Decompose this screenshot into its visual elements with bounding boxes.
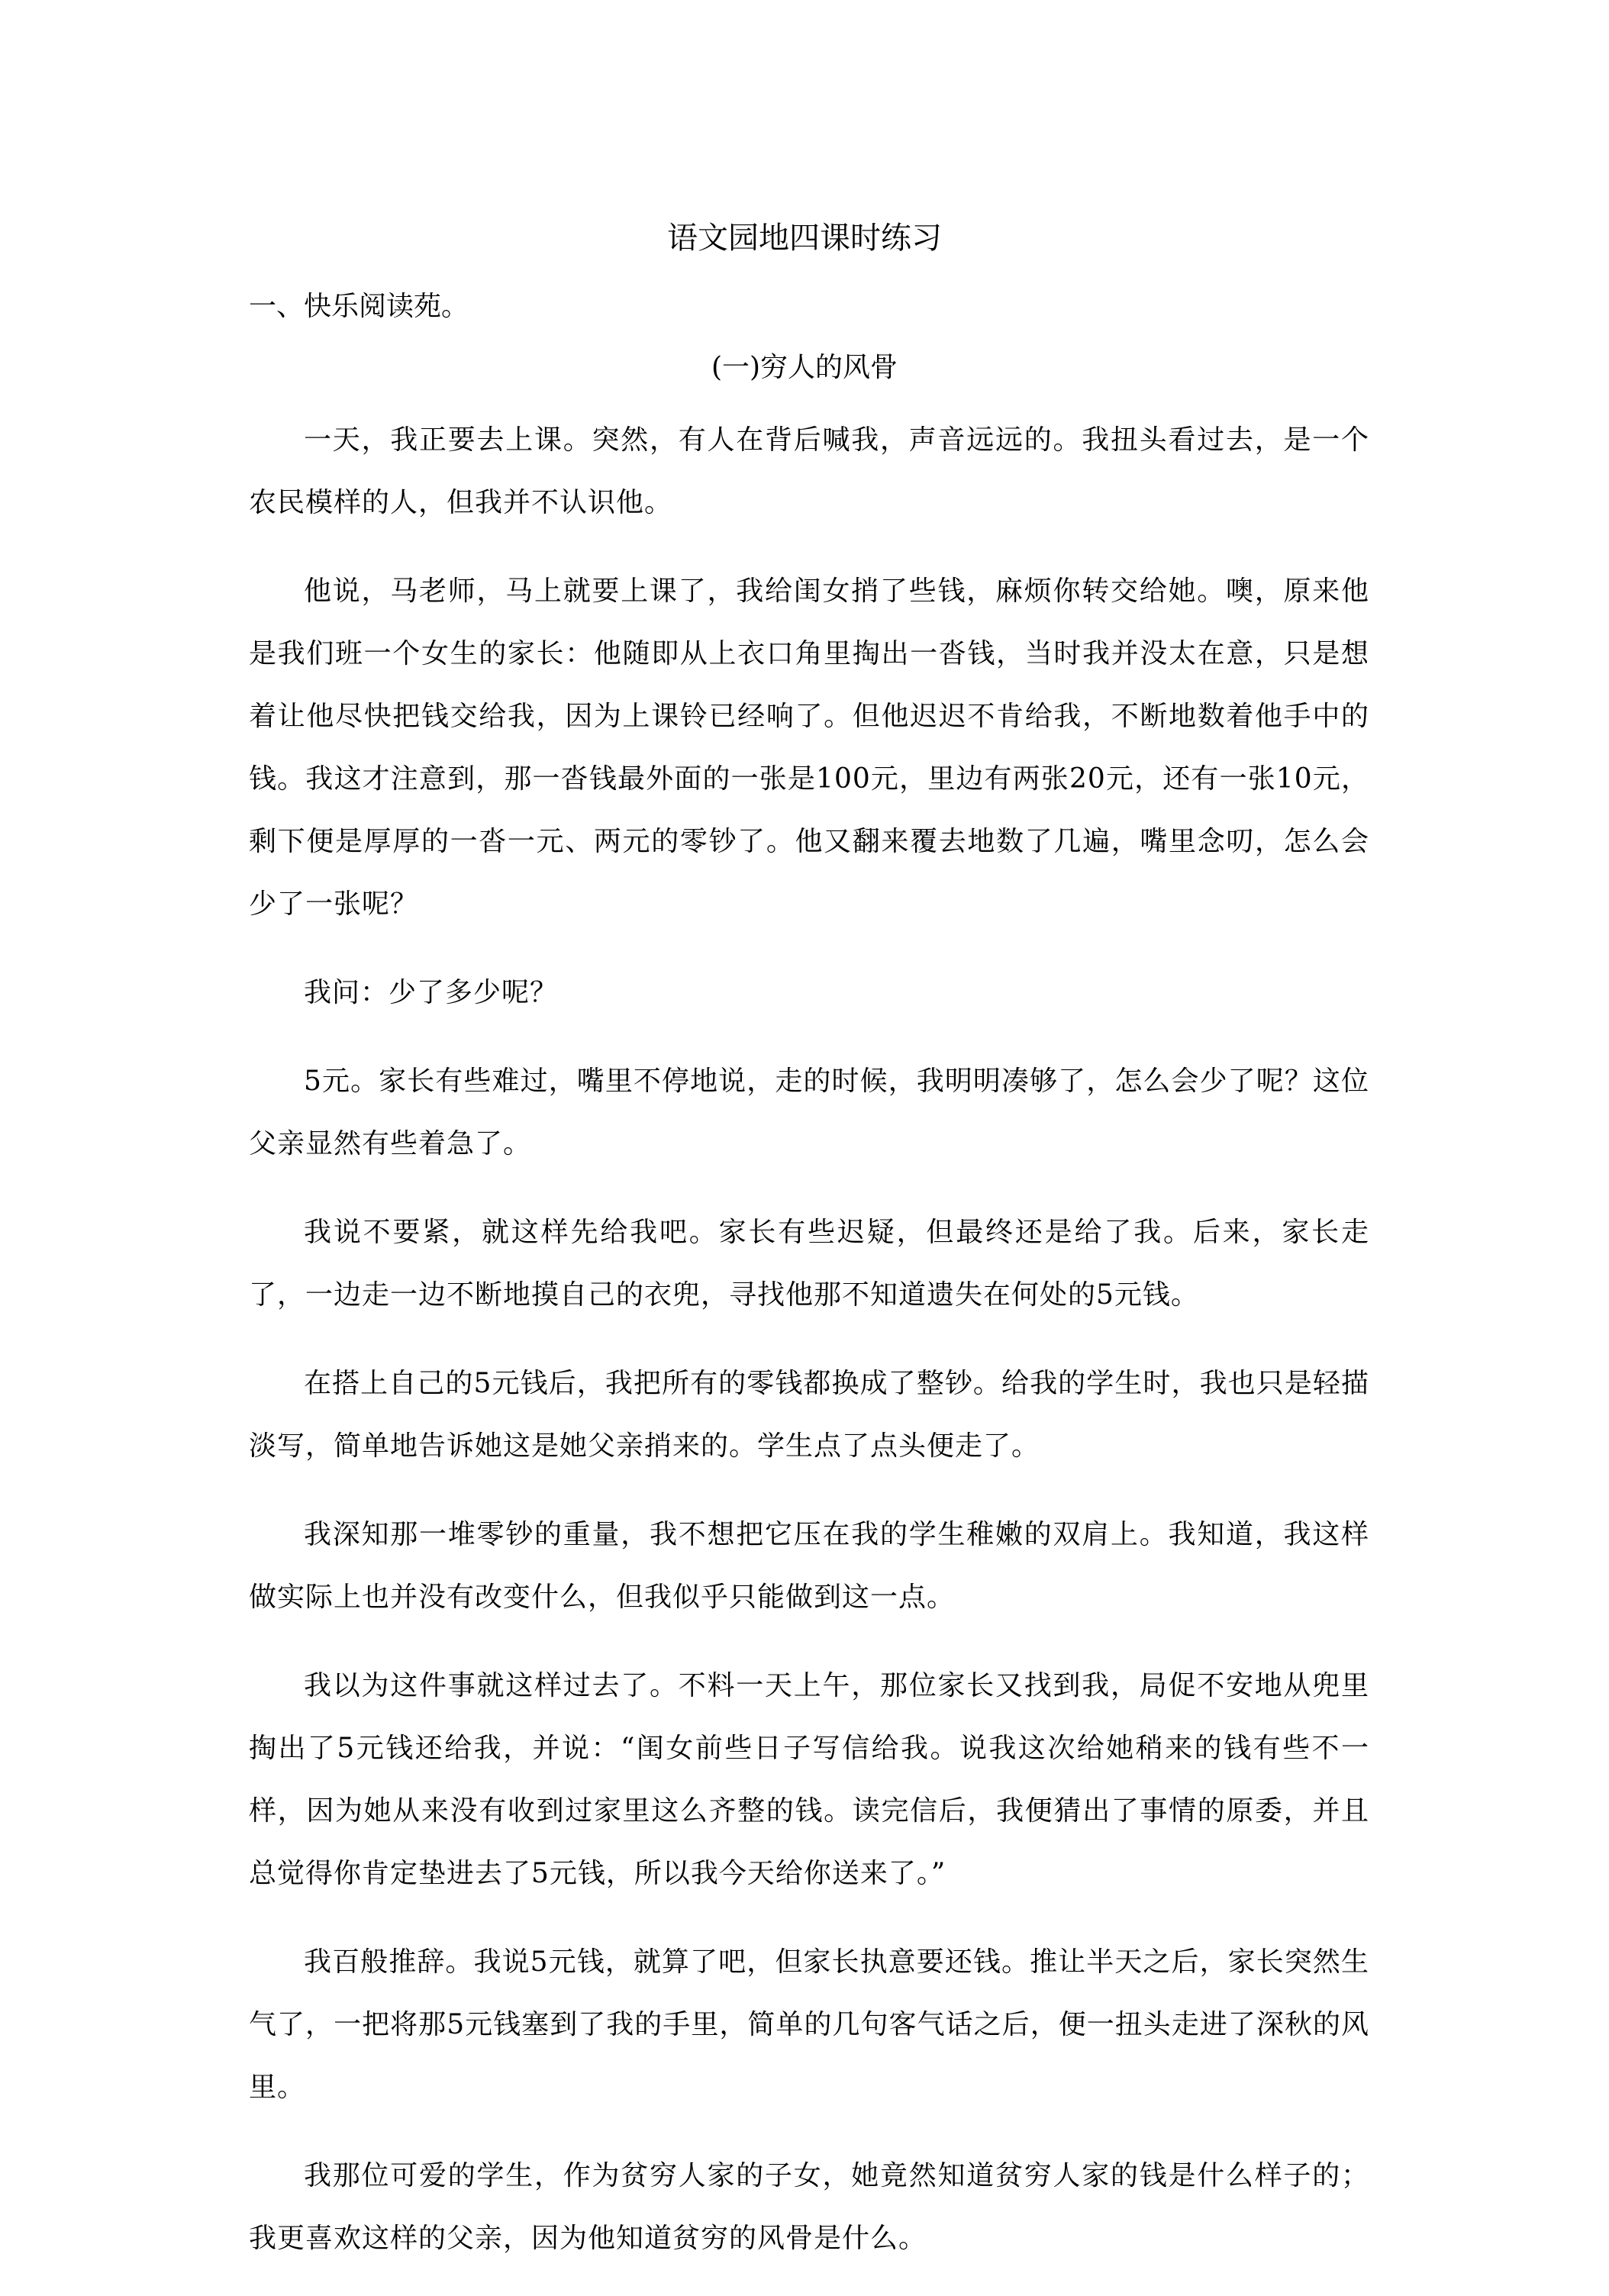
paragraph: 5元。家长有些难过，嘴里不停地说，走的时候，我明明凑够了，怎么会少了呢？这位父亲显然有些着急了。 xyxy=(249,1066,1369,1159)
paragraph: 我说不要紧，就这样先给我吧。家长有些迟疑，但最终还是给了我。后来，家长走了，一边走一边不断地摸自己的衣兜，寻找他那不知道遗失在何处的5元钱。 xyxy=(249,1217,1369,1311)
paragraph: 我深知那一堆零钞的重量，我不想把它压在我的学生稚嫩的双肩上。我知道，我这样做实际上也并没有改变什么，但我似乎只能做到这一点。 xyxy=(249,1519,1369,1613)
document-title: 语文园地四课时练习 xyxy=(667,221,942,256)
paragraph: 我百般推辞。我说5元钱，就算了吧，但家长执意要还钱。推让半天之后，家长突然生气了，一把将那5元钱塞到了我的手里，简单的几句客气话之后，便一扭头走进了深秋的风里。 xyxy=(249,1946,1369,2103)
paragraph: 我那位可爱的学生，作为贫穷人家的子女，她竟然知道贫穷人家的钱是什么样子的；我更喜欢这样的父亲，因为他知道贫穷的风骨是什么。 xyxy=(249,2160,1369,2254)
paragraph: 他说，马老师，马上就要上课了，我给闺女捎了些钱，麻烦你转交给她。噢，原来他是我们班一个女生的家长：他随即从上衣口角里掏出一沓钱，当时我并没太在意，只是想着让他尽快把钱交给我，因为上课铃已经响了。但他迟迟不肯给我，不断地数着他手中的钱。我这才注意到，那一沓钱最外面的一张是100元，里边有两张20元，还有一张10元，剩下便是厚厚的一沓一元、两元的零钞了。他又翻来覆去地数了几遍，嘴里念叨，怎么会少了一张呢？ xyxy=(249,576,1369,920)
paragraph: 我以为这件事就这样过去了。不料一天上午，那位家长又找到我，局促不安地从兜里掏出了5元钱还给我，并说：“闺女前些日子写信给我。说我这次给她稍来的钱有些不一样，因为她从来没有收到过家里这么齐整的钱。读完信后，我便猜出了事情的原委，并且总觉得你肯定垫进去了5元钱，所以我今天给你送来了。” xyxy=(249,1670,1369,1889)
paragraph: 一天，我正要去上课。突然，有人在背后喊我，声音远远的。我扭头看过去，是一个农民模样的人，但我并不认识他。 xyxy=(249,424,1369,518)
paragraph: 在搭上自己的5元钱后，我把所有的零钱都换成了整钞。给我的学生时，我也只是轻描淡写，简单地告诉她这是她父亲捎来的。学生点了点头便走了。 xyxy=(249,1368,1369,1462)
section-heading: 一、快乐阅读苑。 xyxy=(249,291,469,322)
passage-title: (一)穷人的风骨 xyxy=(711,352,898,383)
paragraph: 我问：少了多少呢？ xyxy=(304,977,559,1008)
passage-body xyxy=(249,409,1369,2296)
